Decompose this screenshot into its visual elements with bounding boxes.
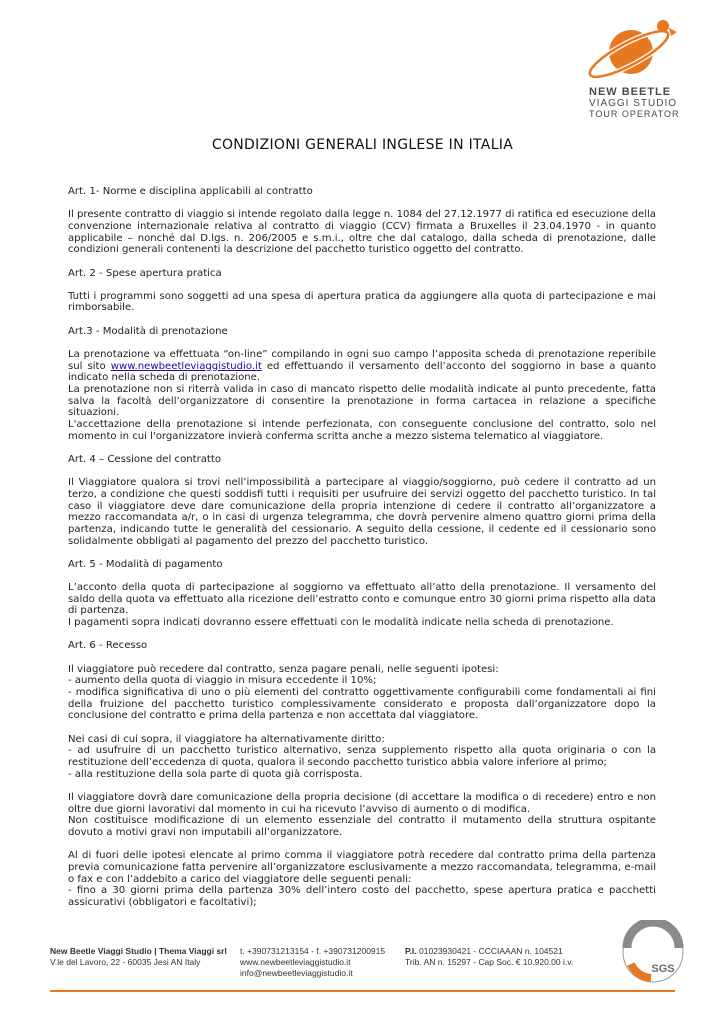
art6-intro: Il viaggiatore può recedere dal contratto, senza pagare penali, nelle seguenti ipotesi:	[68, 663, 499, 675]
art1-text: Il presente contratto di viaggio si intende regolato dalla legge n. 1084 del 27.12.1977 di ratifica ed esecuzione della convenzione internazionale relativa al contratto di viaggio (CCV) firmata a Bruxelles il 23.04.1970 - in quanto applicabile – nonché dal D.lgs. n. 206/2005 e s.m.i., oltre che dal catalogo, dalla scheda di prenotazione, dalle condizioni generali contenenti la descrizione del pacchetto turistico oggetto del contratto.	[68, 209, 656, 256]
art6-bullet-2: - modifica significativa di uno o più elementi del contratto oggettivamente configurabili come fondamentali ai fini della fruizione del pacchetto turistico complessivamente considerato e proposta dall’organizzatore dopo la conclusione del contratto e prima della partenza e non accettata dal viaggiatore.	[68, 687, 656, 722]
art6-communication	[68, 792, 656, 839]
brand-name	[589, 86, 681, 120]
art2-text: Tutti i programmi sono soggetti ad una spesa di apertura pratica da aggiungere alla quota di partecipazione e mai rimborsabile.	[68, 290, 656, 314]
footer-email[interactable]: info@newbeetleviaggistudio.it	[240, 968, 353, 978]
footer-piva: 01023930421 - CCCIAAAN n. 104521	[419, 946, 563, 956]
footer	[50, 946, 670, 986]
art6-penalties	[68, 850, 656, 909]
art6-withdrawal	[68, 664, 656, 723]
art6-comm-2: Non costituisce modificazione di un elemento essenziale del contratto il mutamento della struttura ospitante dovuto a motivi gravi non imputabili all’organizzatore.	[68, 815, 656, 839]
art3-text-after: ed effettuando il versamento dell’acconto del soggiorno in base a quanto indicato nella scheda di prenotazione.	[68, 360, 657, 384]
art3-acceptance: L'accettazione della prenotazione si intende perfezionata, con conseguente conclusione del contratto, solo nel momento in cui l'organizzatore invierà conferma scritta anche a mezzo sistema telematico al viaggiatore.	[68, 419, 656, 442]
art3-validity: La prenotazione non si riterrà valida in caso di mancato rispetto delle modalità indicate al punto precedente, fatta salva la facoltà dell’organizzatore di consentire la prenotazione in forma cartacea in relazione a specifiche situazioni.	[68, 383, 656, 419]
brand-line3: TOUR OPERATOR	[589, 109, 680, 119]
art5-deposit: L’acconto della quota di partecipazione al soggiorno va effettuato all’atto della prenotazione. Il versamento del saldo della quota va effettuato alla ricezione dell’estratto conto e comunque entro 30 giorni prima rispetto alla data di partenza.	[68, 582, 656, 617]
art6-bullet-1: - aumento della quota di viaggio in misura eccedente il 10%;	[68, 675, 377, 687]
footer-company: New Beetle Viaggi Studio | Thema Viaggi srl	[50, 946, 227, 956]
brand-line1: NEW BEETLE	[589, 86, 672, 98]
art1-title: Art. 1- Norme e disciplina applicabili al contratto	[68, 186, 313, 197]
art6-alt-bullet-2: - alla restituzione della sola parte di quota già corrisposta.	[68, 768, 363, 780]
brand-line2: VIAGGI STUDIO	[589, 98, 678, 109]
footer-piva-label: P.I.	[405, 946, 417, 956]
footer-phone: t. +390731213154 - f. +390731200915	[240, 946, 386, 956]
footer-contacts-block	[240, 946, 385, 979]
art3-text	[68, 349, 656, 443]
website-link[interactable]: www.newbeetleviaggistudio.it	[110, 360, 262, 372]
art6-alternatives	[68, 734, 656, 781]
sgs-certification-seal	[621, 920, 685, 984]
document-body	[68, 186, 656, 920]
footer-divider	[50, 990, 675, 992]
footer-web[interactable]: www.newbeetleviaggistudio.it	[240, 957, 351, 967]
art6-title: Art. 6 - Recesso	[68, 640, 148, 652]
footer-company-block	[50, 946, 227, 968]
footer-address: V.le del Lavoro, 22 - 60035 Jesi AN Italy	[50, 957, 201, 967]
art5-text	[68, 582, 656, 629]
footer-trib: Trib. AN n. 15297 - Cap Soc. € 10.920.00 i.v.	[405, 957, 574, 967]
page-title: CONDIZIONI GENERALI INGLESE IN ITALIA	[211, 137, 514, 153]
art6-comm-1: Il viaggiatore dovrà dare comunicazione della propria decisione (di accettare la modifica o di recedere) entro e non oltre due giorni lavorativi dal momento in cui ha ricevuto l’avviso di aumento o di modifica.	[68, 791, 656, 815]
art6-penalty-30: - fino a 30 giorni prima della partenza 30% dell’intero costo del pacchetto, spese apertura pratica e pacchetti assicurativi (obbligatori e facoltativi);	[68, 885, 656, 909]
art4-title: Art. 4 – Cessione del contratto	[68, 453, 222, 465]
certification-seal-icon	[621, 920, 685, 984]
art6-penalties-intro: Al di fuori delle ipotesi elencate al primo comma il viaggiatore potrà recedere dal contratto prima della partenza previa comunicazione fatta pervenire all’organizzatore esclusivamente a mezzo raccomandata, telegramma, e-mail o fax e con l’addebito a carico del viaggiatore delle seguenti penali:	[68, 850, 656, 885]
art6-alt-intro: Nei casi di cui sopra, il viaggiatore ha alternativamente diritto:	[68, 733, 385, 745]
art6-alt-bullet-1: - ad usufruire di un pacchetto turistico alternativo, senza supplemento rispetto alla quota originaria o con la restituzione dell’eccedenza di quota, qualora il secondo pacchetto turistico abbia valore inferiore al primo;	[68, 745, 656, 769]
art2-title: Art. 2 - Spese apertura pratica	[68, 267, 222, 279]
seal-brand-text: SGS	[651, 963, 675, 975]
art3-text-before: La prenotazione va effettuata “on-line” compilando in ogni suo campo l’apposita scheda di prenotazione reperibile sul sito	[68, 348, 656, 372]
art5-payment-methods: I pagamenti sopra indicati dovranno essere effettuati con le modalità indicate nella scheda di prenotazione.	[68, 617, 614, 629]
art4-text: Il Viaggiatore qualora si trovi nell’impossibilità a partecipare al viaggio/soggiorno, può cedere il contratto ad un terzo, a condizione che questi soddisfi tutti i requisiti per usufruire dei servizi oggetto del pacchetto turistico. In tal caso il viaggiatore deve dare comunicazione della propria intenzione di cedere il contratto all’organizzatore a mezzo raccomandata a/r, o in casi di urgenza telegramma, che dovrà pervenire almeno quattro giorni prima della partenza, indicando tutte le generalità del cessionario. A seguito della cessione, il cedente ed il cessionario sono solidalmente obbligati al pagamento del prezzo del pacchetto turistico.	[68, 477, 656, 547]
planet-ring-icon	[583, 14, 679, 86]
art3-title: Art.3 - Modalità di prenotazione	[68, 325, 228, 337]
art5-title: Art. 5 - Modalità di pagamento	[68, 558, 223, 570]
footer-legal-block	[405, 946, 573, 968]
